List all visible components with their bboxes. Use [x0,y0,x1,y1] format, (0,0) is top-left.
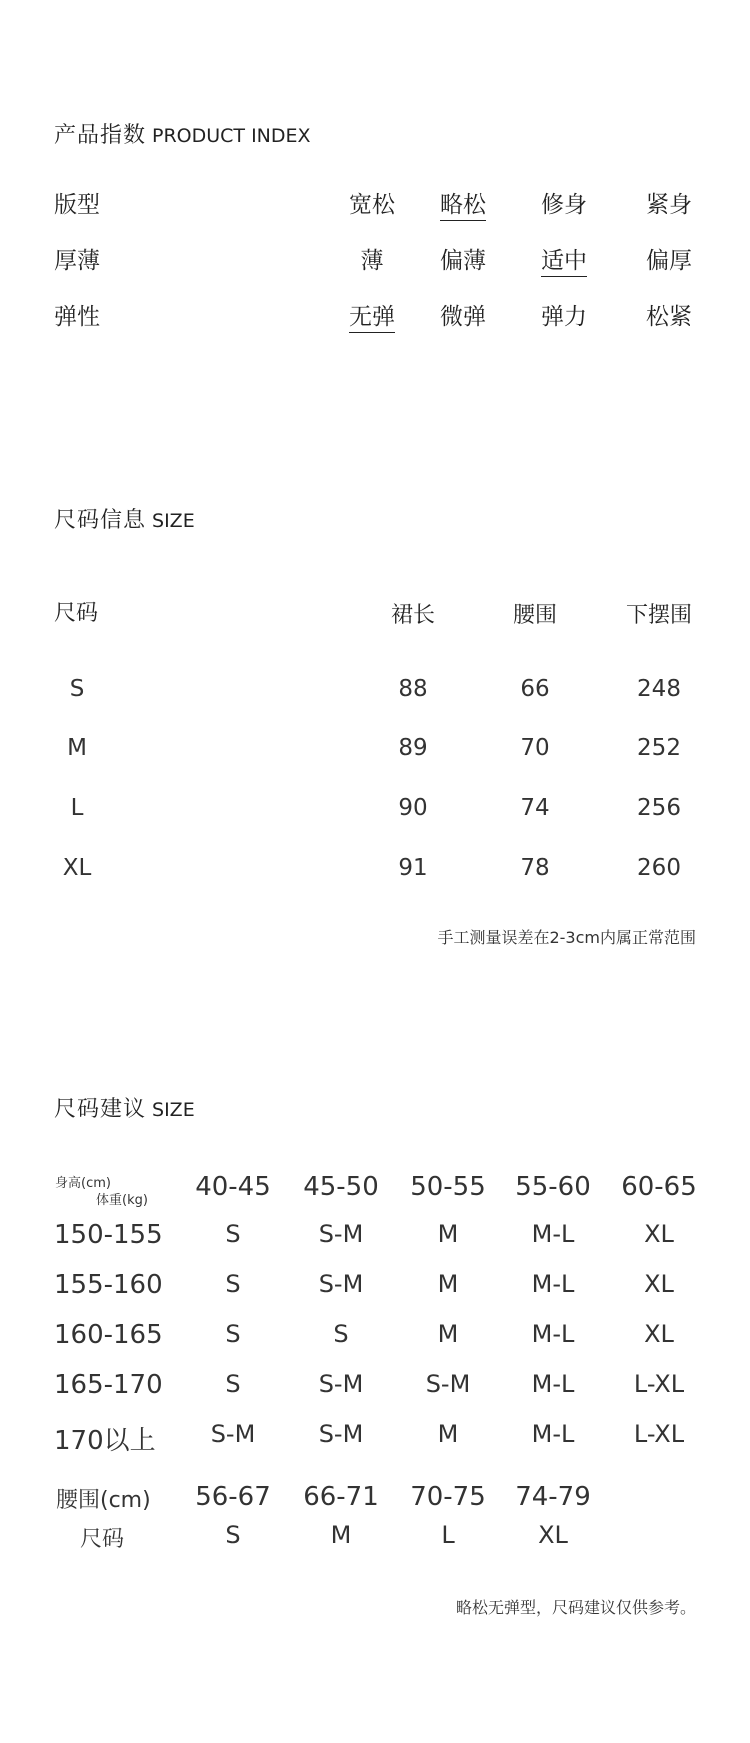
index-option: 宽松 [349,192,395,218]
size-cell: 91 [398,855,428,881]
suggested-size: M-L [531,1420,575,1448]
suggested-size: XL [644,1320,674,1348]
weight-col-header: 60-65 [621,1172,697,1202]
size-suggestion-note: 略松无弹型，尺码建议仅供参考。 [455,1598,696,1617]
index-row-label: 厚薄 [54,248,100,274]
index-row-label: 弹性 [54,304,100,330]
suggested-size: S [225,1320,241,1348]
suggested-size: S-M [210,1420,256,1448]
suggested-size: S-M [318,1270,364,1298]
suggested-size: XL [644,1270,674,1298]
size-cell: 252 [637,735,681,761]
corner-weight-label: 体重(kg) [96,1193,148,1208]
suggested-size: M-L [531,1270,575,1298]
size-info-title [54,503,195,534]
waist-range: 66-71 [303,1482,379,1512]
suggested-size: S-M [425,1370,471,1398]
suggested-size: XL [644,1220,674,1248]
suggested-size: M [437,1320,459,1348]
index-option-selected: 无弹 [340,298,404,331]
size-cell: 78 [520,855,550,881]
index-row-elasticity [54,298,700,338]
index-option: 薄 [360,248,384,274]
waist-size-label: 尺码 [80,1527,125,1552]
suggested-size: M [437,1420,459,1448]
height-row-label: 160-165 [54,1320,163,1350]
suggested-size: S-M [318,1220,364,1248]
size-cell: 89 [398,735,428,761]
size-col-header: 下摆围 [625,603,692,628]
size-cell: 88 [398,676,428,702]
size-info-title-en: SIZE [152,510,195,532]
suggested-size: S [225,1270,241,1298]
index-option-selected: 适中 [532,242,596,275]
suggested-size: L-XL [633,1370,685,1398]
index-option: 紧身 [646,192,692,218]
size-cell: 90 [398,795,428,821]
waist-range: 56-67 [195,1482,271,1512]
index-option: 偏薄 [440,248,486,274]
waist-label: 腰围(cm) [56,1488,151,1513]
size-cell: XL [62,855,92,881]
size-cell: 74 [520,795,550,821]
waist-size: XL [538,1521,568,1549]
size-col-header: 尺码 [54,601,99,626]
size-cell: 66 [520,676,550,702]
index-row-fit [54,186,700,226]
index-row-label: 版型 [54,192,100,218]
weight-col-header: 55-60 [515,1172,591,1202]
weight-col-header: 45-50 [303,1172,379,1202]
size-col-header: 腰围 [512,603,557,628]
product-index-title [54,118,311,149]
suggested-size: S-M [318,1420,364,1448]
size-info-note: 手工测量误差在2-3cm内属正常范围 [437,928,696,947]
size-cell: 260 [637,855,681,881]
waist-size: L [441,1521,455,1549]
suggested-size: S [333,1320,349,1348]
index-option: 松紧 [646,304,692,330]
suggested-size: M-L [531,1320,575,1348]
size-cell: L [70,795,84,821]
size-cell: 70 [520,735,550,761]
corner-height-label: 身高(cm) [55,1176,111,1191]
size-suggestion-title-cn: 尺码建议 [54,1097,147,1122]
product-index-title-cn: 产品指数 [54,123,147,148]
size-cell: M [67,735,87,761]
suggested-size: M [437,1220,459,1248]
size-col-header: 裙长 [390,603,435,628]
index-option-selected: 略松 [431,186,495,219]
weight-col-header: 50-55 [410,1172,486,1202]
height-row-label: 155-160 [54,1270,163,1300]
waist-size: S [225,1521,241,1549]
waist-range: 74-79 [515,1482,591,1512]
index-option: 微弹 [440,304,486,330]
weight-col-header: 40-45 [195,1172,271,1202]
size-suggestion-title [54,1092,195,1123]
size-cell: 248 [637,676,681,702]
waist-size: M [330,1521,352,1549]
height-row-label: 165-170 [54,1370,163,1400]
height-row-label: 150-155 [54,1220,163,1250]
suggested-size: L-XL [633,1420,685,1448]
index-row-thickness [54,242,700,282]
product-index-title-en: PRODUCT INDEX [152,125,311,147]
suggested-size: S [225,1370,241,1398]
index-option: 修身 [541,192,587,218]
suggested-size: M-L [531,1370,575,1398]
size-cell: 256 [637,795,681,821]
index-option: 弹力 [541,304,587,330]
index-option: 偏厚 [646,248,692,274]
size-suggestion-title-en: SIZE [152,1099,195,1121]
size-info-title-cn: 尺码信息 [54,508,147,533]
size-cell: S [69,676,85,702]
suggested-size: M [437,1270,459,1298]
suggested-size: M-L [531,1220,575,1248]
height-row-label: 170以上 [54,1426,156,1456]
waist-range: 70-75 [410,1482,486,1512]
suggested-size: S [225,1220,241,1248]
suggested-size: S-M [318,1370,364,1398]
